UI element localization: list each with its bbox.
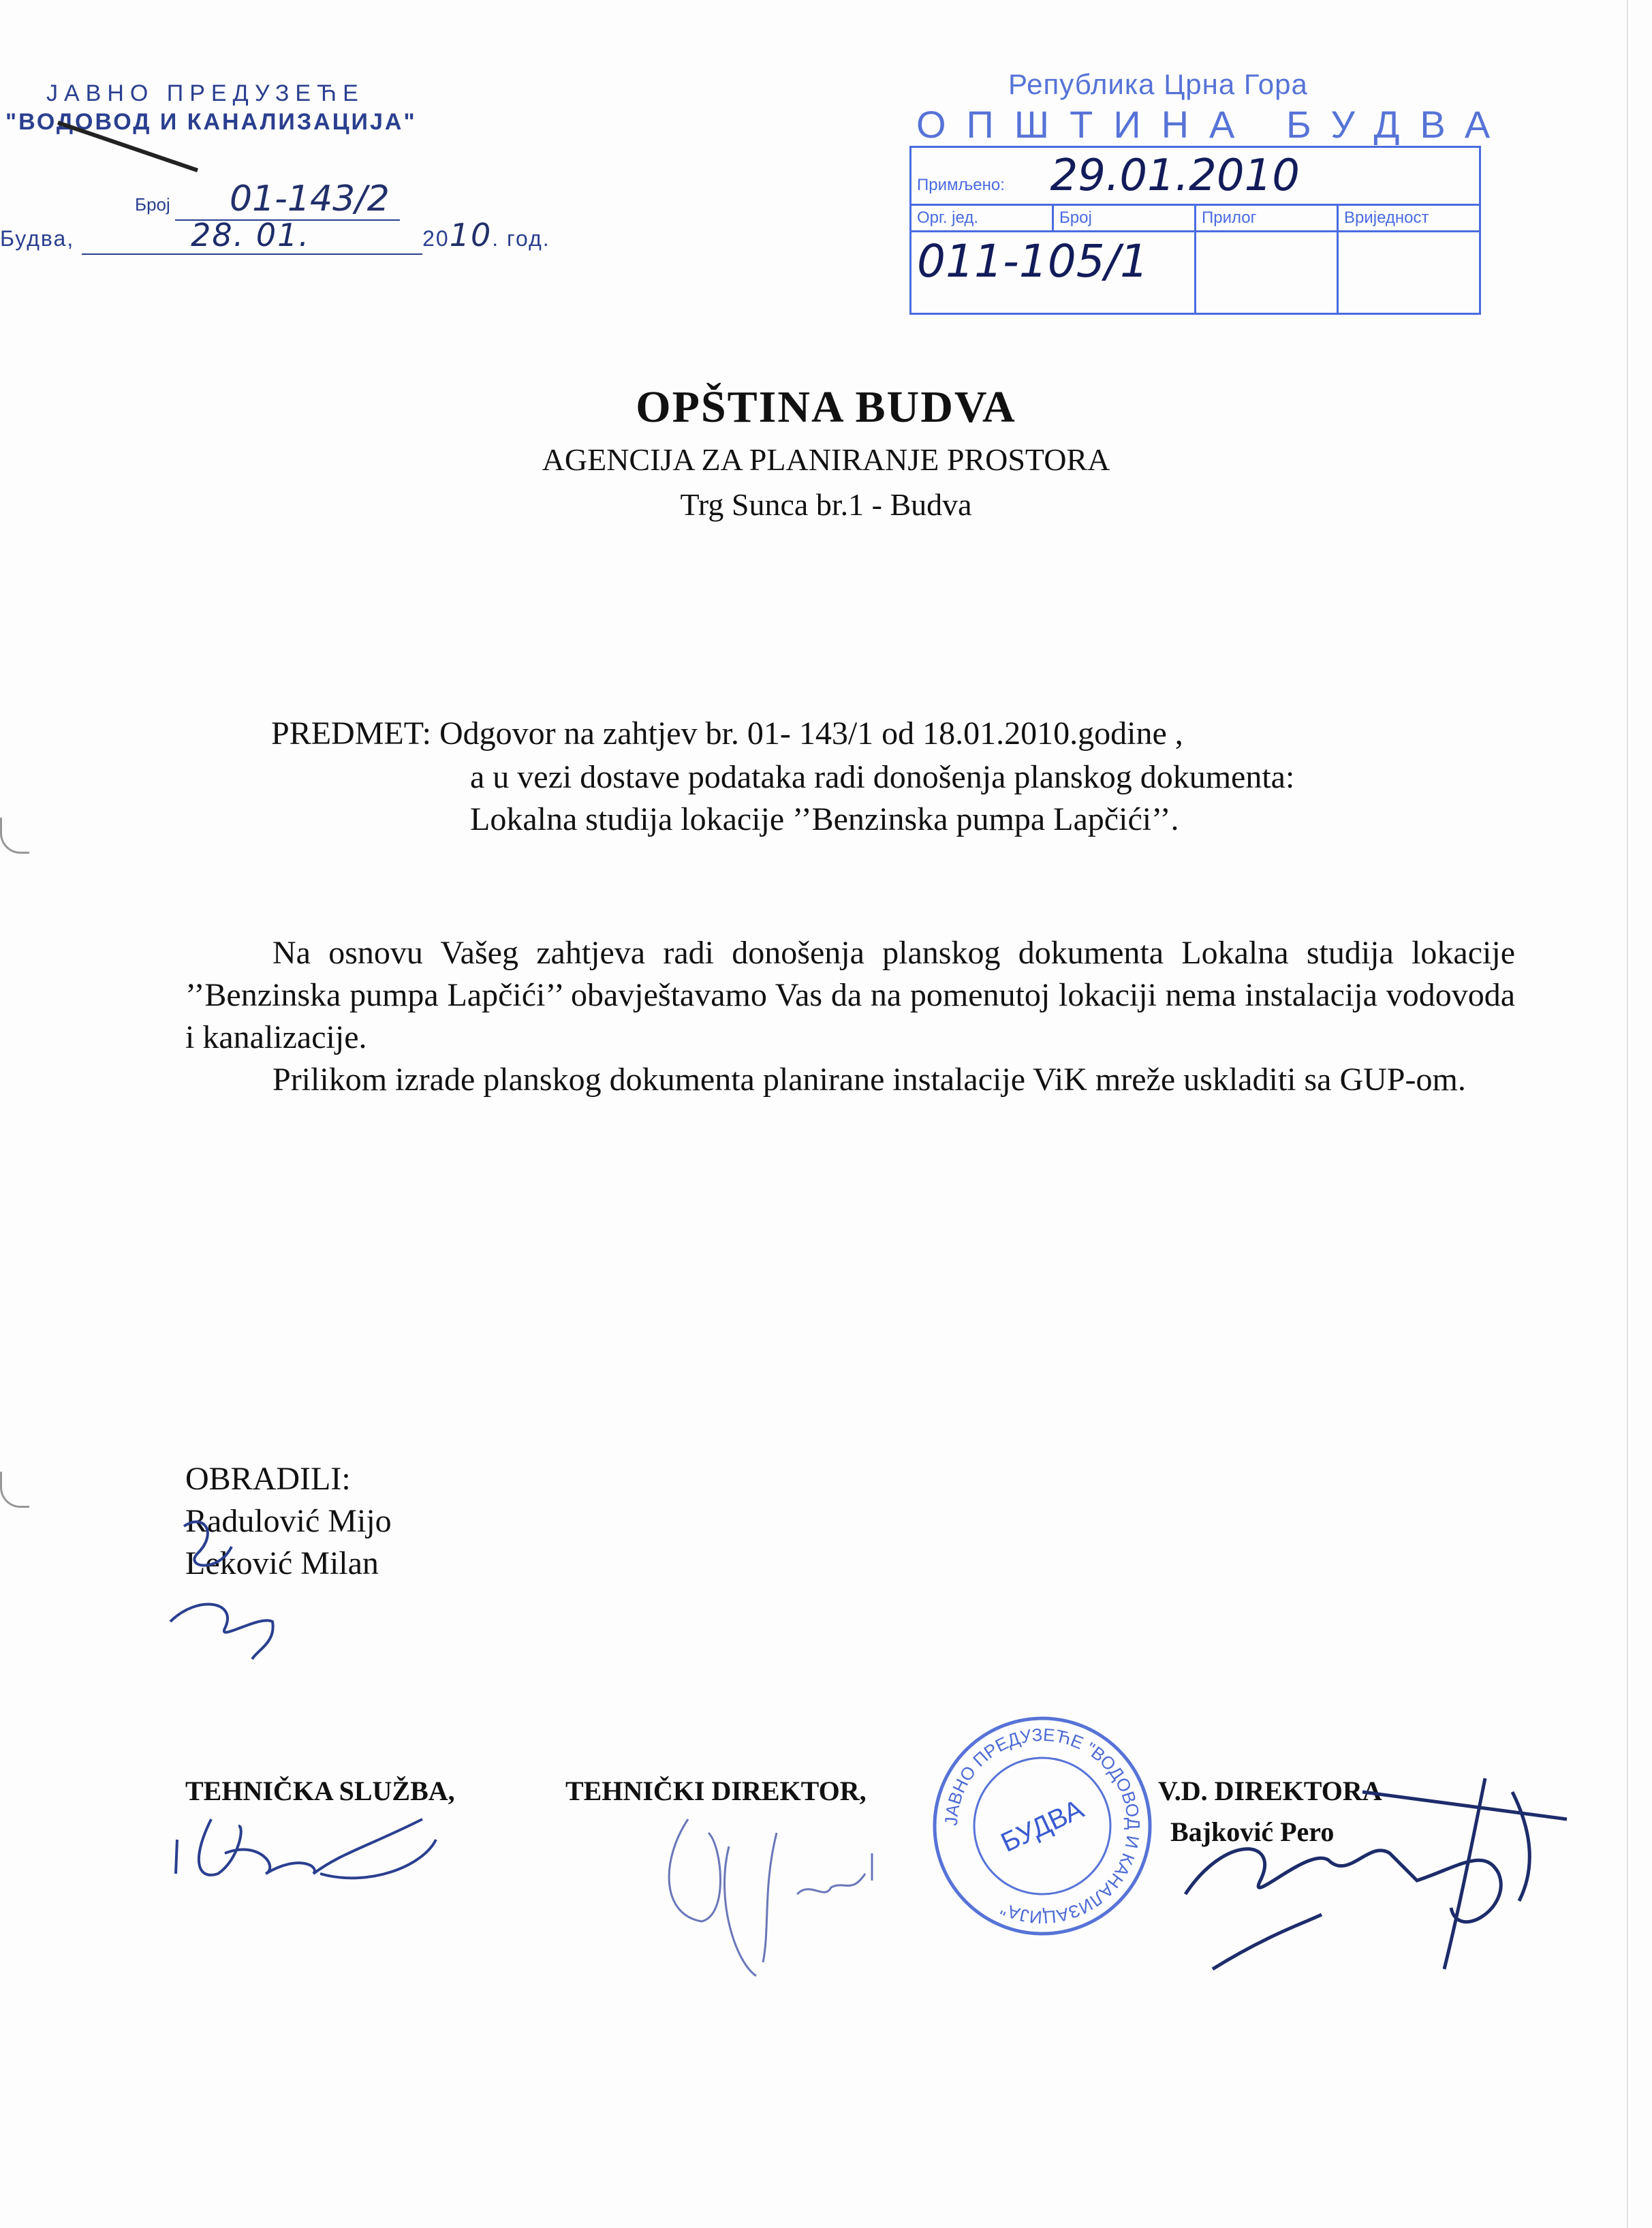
sender-number-row — [135, 179, 400, 221]
attachment-label: Прилог — [1202, 208, 1257, 227]
org-cell — [911, 205, 1053, 232]
subject-line1: PREDMET: Odgovor na zahtjev br. 01- 143/1 od 18.01.2010.godine , — [271, 715, 1183, 752]
signature-processed — [157, 1506, 293, 1662]
subject-line2: a u vezi dostave podataka radi donošenja planskog dokumenta: — [470, 759, 1295, 795]
acting-director-label: V.D. DIREKTORA — [1158, 1776, 1382, 1806]
place-label: Будва, — [0, 226, 75, 251]
number-label-stamp: Број — [1059, 208, 1092, 227]
signature-technical-service — [163, 1799, 450, 1894]
round-stamp-ring-text: ЈАВНО ПРЕДУЗЕЋЕ "ВОДОВОД И КАНАЛИЗАЦИЈА" — [940, 1724, 1144, 1928]
reg-number-cell — [911, 232, 1196, 314]
document-address: Trg Sunca br.1 - Budva — [680, 487, 972, 522]
letter-body — [185, 932, 1515, 1101]
sender-date-row — [0, 217, 550, 255]
signature-acting-director — [1104, 1765, 1574, 1983]
received-label: Примљено: — [917, 176, 1005, 194]
stamp-municipality: ОПШТИНА БУДВА — [916, 103, 1511, 146]
technical-service-label: TEHNIČKA SLUŽBA, — [185, 1776, 455, 1806]
sender-line1: ЈАВНО ПРЕДУЗЕЋЕ — [46, 80, 364, 106]
punch-mark — [0, 818, 29, 854]
document-title: OPŠTINA BUDVA — [636, 382, 1016, 432]
year-suffix: 10 — [449, 217, 493, 253]
year-label: . год. — [492, 226, 550, 251]
number-cell — [1053, 205, 1196, 232]
stamp-table — [909, 146, 1481, 315]
subject-line3: Lokalna studija lokacije ’’Benzinska pumpa Lapčići’’. — [470, 801, 1179, 837]
empty-cell — [1196, 232, 1338, 314]
technical-director-label: TEHNIČKI DIREKTOR, — [565, 1776, 867, 1806]
value-cell — [1338, 205, 1480, 232]
pen-stroke-mark — [54, 116, 204, 177]
round-stamp-graphic — [930, 1714, 1155, 1938]
stamp-republic: Република Црна Гора — [1008, 68, 1308, 100]
number-label: Број — [135, 194, 170, 215]
document-subtitle: AGENCIJA ZA PLANIRANJE PROSTORA — [542, 442, 1110, 477]
year-prefix: 20 — [422, 226, 450, 251]
scan-edge-line — [1627, 0, 1628, 2228]
round-stamp-center-text: БУДВА — [996, 1793, 1089, 1859]
processed-person-2: Leković Milan — [185, 1545, 379, 1581]
body-paragraph-2: Prilikom izrade planskog dokumenta planirane instalacije ViK mreže uskladiti sa GUP-om. — [272, 1062, 1466, 1098]
signature-technical-director — [647, 1806, 940, 1990]
company-round-stamp — [930, 1714, 1155, 1938]
attachment-cell — [1196, 205, 1338, 232]
number-value: 01-143/2 — [175, 179, 400, 221]
processed-person-1: Radulović Mijo — [185, 1503, 392, 1539]
date-value: 28. 01. — [82, 217, 422, 255]
body-paragraph-1: Na osnovu Vašeg zahtjeva radi donošenja planskog dokumenta Lokalna studija lokacije ’’Benzinska pumpa Lapčići’’ obavještavamo Vas da na pomenutoj lokaciji nema instalacija vodovoda i kanalizacije. — [185, 935, 1515, 1055]
received-cell — [911, 147, 1480, 205]
received-date: 29.01.2010 — [1050, 151, 1300, 201]
value-label: Вриједност — [1344, 208, 1429, 227]
punch-mark — [0, 1472, 29, 1508]
processed-label: OBRADILI: — [185, 1461, 351, 1497]
reg-number: 011-105/1 — [917, 235, 1149, 288]
sender-company-name: "ВОДОВОД И КАНАЛИЗАЦИЈА" — [5, 109, 417, 135]
empty-cell — [1338, 232, 1480, 314]
acting-director-name: Bajković Pero — [1170, 1816, 1335, 1847]
org-label: Орг. јед. — [917, 208, 978, 227]
